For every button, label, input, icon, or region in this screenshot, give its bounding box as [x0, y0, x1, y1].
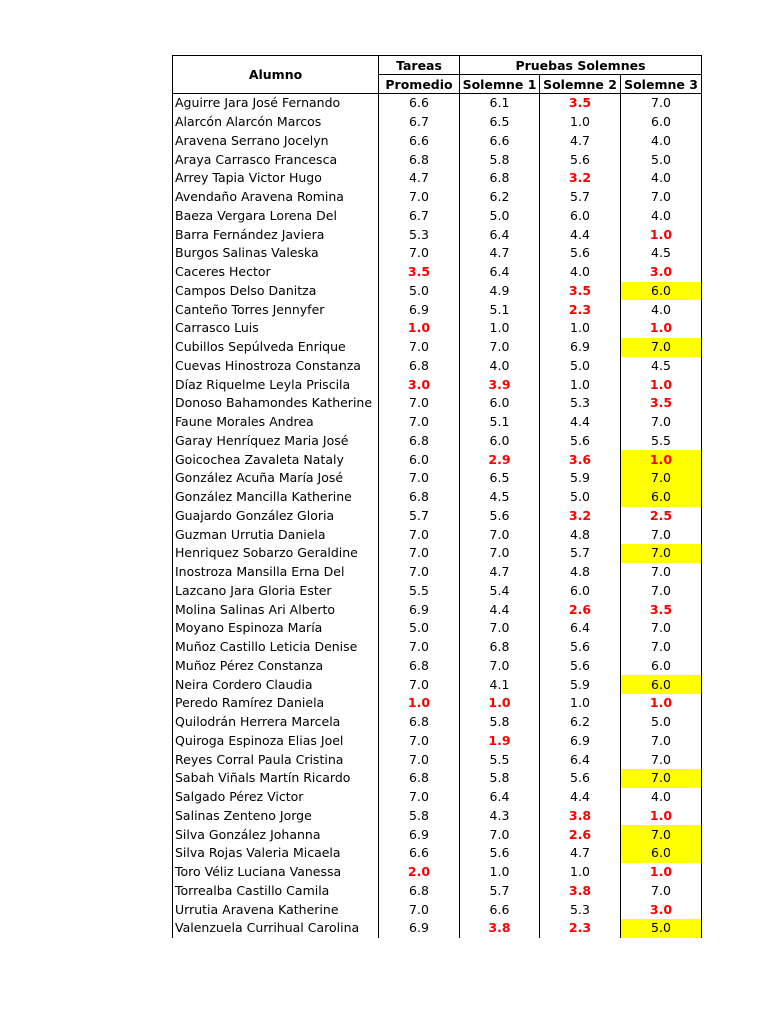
solemne-1-grade: 6.0 [460, 394, 540, 413]
table-body [173, 94, 702, 938]
solemne-2-grade: 4.7 [540, 844, 621, 863]
solemne-1-grade: 1.9 [460, 732, 540, 751]
solemne-2-grade: 3.5 [540, 282, 621, 301]
student-name: Quilodrán Herrera Marcela [173, 713, 379, 732]
table-row [173, 619, 702, 638]
table-row [173, 207, 702, 226]
student-name: Arrey Tapia Victor Hugo [173, 169, 379, 188]
tareas-promedio: 6.8 [379, 769, 460, 788]
table-row [173, 900, 702, 919]
solemne-3-grade: 6.0 [621, 113, 702, 132]
tareas-promedio: 7.0 [379, 750, 460, 769]
solemne-1-grade: 5.8 [460, 150, 540, 169]
solemne-2-grade: 5.6 [540, 657, 621, 676]
solemne-2-grade: 5.3 [540, 900, 621, 919]
tareas-promedio: 7.0 [379, 675, 460, 694]
tareas-promedio: 7.0 [379, 544, 460, 563]
student-name: Caceres Hector [173, 263, 379, 282]
tareas-promedio: 4.7 [379, 169, 460, 188]
table-row [173, 919, 702, 938]
solemne-1-grade: 7.0 [460, 338, 540, 357]
tareas-promedio: 7.0 [379, 788, 460, 807]
table-row [173, 582, 702, 601]
solemne-1-grade: 5.7 [460, 882, 540, 901]
student-name: Aravena Serrano Jocelyn [173, 132, 379, 151]
solemne-3-grade: 3.0 [621, 263, 702, 282]
solemne-2-grade: 5.6 [540, 769, 621, 788]
solemne-2-grade: 4.4 [540, 225, 621, 244]
table-header [173, 56, 702, 94]
solemne-3-grade: 4.0 [621, 132, 702, 151]
table-row [173, 844, 702, 863]
table-row [173, 807, 702, 826]
solemne-1-grade: 4.7 [460, 563, 540, 582]
table-row [173, 132, 702, 151]
tareas-promedio: 6.9 [379, 300, 460, 319]
tareas-promedio: 6.7 [379, 207, 460, 226]
solemne-1-grade: 5.8 [460, 713, 540, 732]
solemne-3-grade: 7.0 [621, 544, 702, 563]
solemne-1-grade: 7.0 [460, 619, 540, 638]
solemne-3-grade: 4.0 [621, 300, 702, 319]
solemne-1-grade: 5.5 [460, 750, 540, 769]
solemne-1-grade: 1.0 [460, 694, 540, 713]
tareas-promedio: 5.5 [379, 582, 460, 601]
solemne-3-grade: 5.0 [621, 150, 702, 169]
tareas-promedio: 7.0 [379, 413, 460, 432]
tareas-promedio: 6.8 [379, 357, 460, 376]
student-name: Molina Salinas Ari Alberto [173, 600, 379, 619]
student-name: Torrealba Castillo Camila [173, 882, 379, 901]
solemne-3-grade: 4.5 [621, 357, 702, 376]
solemne-2-grade: 3.8 [540, 882, 621, 901]
table-row [173, 694, 702, 713]
solemne-3-grade: 7.0 [621, 582, 702, 601]
solemne-2-grade: 2.6 [540, 825, 621, 844]
table-row [173, 300, 702, 319]
student-name: González Mancilla Katherine [173, 488, 379, 507]
solemne-3-grade: 7.0 [621, 94, 702, 113]
table-row [173, 525, 702, 544]
tareas-promedio: 6.9 [379, 825, 460, 844]
table-row [173, 882, 702, 901]
table-row [173, 94, 702, 113]
solemne-3-grade: 6.0 [621, 657, 702, 676]
solemne-3-grade: 7.0 [621, 413, 702, 432]
promedio-header: Promedio [379, 75, 460, 94]
student-name: Araya Carrasco Francesca [173, 150, 379, 169]
solemne-1-grade: 4.4 [460, 600, 540, 619]
solemne-1-header: Solemne 1 [460, 75, 540, 94]
solemne-2-grade: 4.4 [540, 413, 621, 432]
solemne-1-grade: 4.3 [460, 807, 540, 826]
solemne-2-grade: 5.6 [540, 244, 621, 263]
student-name: Quiroga Espinoza Elias Joel [173, 732, 379, 751]
student-name: Cubillos Sepúlveda Enrique [173, 338, 379, 357]
student-name: Avendaño Aravena Romina [173, 188, 379, 207]
tareas-promedio: 6.6 [379, 844, 460, 863]
solemne-1-grade: 6.5 [460, 113, 540, 132]
solemne-3-grade: 6.0 [621, 282, 702, 301]
solemne-2-grade: 5.0 [540, 488, 621, 507]
solemne-2-grade: 1.0 [540, 319, 621, 338]
tareas-promedio: 7.0 [379, 188, 460, 207]
student-name: Inostroza Mansilla Erna Del [173, 563, 379, 582]
tareas-promedio: 5.7 [379, 507, 460, 526]
student-name: Moyano Espinoza María [173, 619, 379, 638]
solemne-1-grade: 6.8 [460, 638, 540, 657]
student-name: Silva González Johanna [173, 825, 379, 844]
alumno-header: Alumno [173, 56, 379, 94]
table-row [173, 825, 702, 844]
table-row [173, 544, 702, 563]
solemne-2-grade: 6.9 [540, 732, 621, 751]
solemne-2-grade: 6.0 [540, 207, 621, 226]
solemne-2-grade: 1.0 [540, 863, 621, 882]
tareas-promedio: 5.8 [379, 807, 460, 826]
solemne-3-grade: 3.5 [621, 600, 702, 619]
table-row [173, 338, 702, 357]
solemne-3-grade: 4.0 [621, 169, 702, 188]
solemne-3-grade: 7.0 [621, 563, 702, 582]
solemne-3-grade: 7.0 [621, 732, 702, 751]
solemne-1-grade: 5.1 [460, 413, 540, 432]
solemne-1-grade: 6.1 [460, 94, 540, 113]
solemne-2-grade: 6.2 [540, 713, 621, 732]
student-name: Aguirre Jara José Fernando [173, 94, 379, 113]
solemne-1-grade: 7.0 [460, 525, 540, 544]
solemne-3-grade: 6.0 [621, 488, 702, 507]
solemne-2-grade: 4.4 [540, 788, 621, 807]
solemne-2-grade: 3.5 [540, 94, 621, 113]
tareas-promedio: 6.0 [379, 450, 460, 469]
table-row [173, 750, 702, 769]
tareas-promedio: 3.5 [379, 263, 460, 282]
solemne-3-grade: 5.5 [621, 432, 702, 451]
student-name: Muñoz Castillo Leticia Denise [173, 638, 379, 657]
solemne-2-grade: 6.4 [540, 619, 621, 638]
table-row [173, 432, 702, 451]
tareas-promedio: 7.0 [379, 900, 460, 919]
solemne-2-grade: 4.8 [540, 563, 621, 582]
table-row [173, 357, 702, 376]
solemne-1-grade: 5.8 [460, 769, 540, 788]
table-row [173, 769, 702, 788]
solemne-1-grade: 6.6 [460, 900, 540, 919]
solemne-3-grade: 3.5 [621, 394, 702, 413]
student-name: Cuevas Hinostroza Constanza [173, 357, 379, 376]
table-row [173, 507, 702, 526]
tareas-promedio: 6.6 [379, 94, 460, 113]
solemne-2-grade: 2.3 [540, 300, 621, 319]
table-row [173, 732, 702, 751]
solemne-3-header: Solemne 3 [621, 75, 702, 94]
tareas-promedio: 7.0 [379, 732, 460, 751]
student-name: Lazcano Jara Gloria Ester [173, 582, 379, 601]
solemne-3-grade: 7.0 [621, 750, 702, 769]
solemne-2-grade: 5.9 [540, 675, 621, 694]
solemne-1-grade: 5.0 [460, 207, 540, 226]
student-name: Alarcón Alarcón Marcos [173, 113, 379, 132]
solemne-3-grade: 7.0 [621, 188, 702, 207]
solemne-2-grade: 5.7 [540, 544, 621, 563]
table-row [173, 488, 702, 507]
solemne-3-grade: 7.0 [621, 469, 702, 488]
solemne-2-grade: 3.6 [540, 450, 621, 469]
solemne-1-grade: 3.8 [460, 919, 540, 938]
solemne-2-grade: 4.0 [540, 263, 621, 282]
solemne-1-grade: 4.5 [460, 488, 540, 507]
solemne-2-grade: 3.2 [540, 169, 621, 188]
table-row [173, 263, 702, 282]
solemne-3-grade: 7.0 [621, 638, 702, 657]
student-name: Donoso Bahamondes Katherine [173, 394, 379, 413]
tareas-promedio: 7.0 [379, 563, 460, 582]
solemne-3-grade: 1.0 [621, 450, 702, 469]
solemne-2-grade: 5.9 [540, 469, 621, 488]
solemne-2-grade: 6.4 [540, 750, 621, 769]
solemne-3-grade: 5.0 [621, 919, 702, 938]
header-row-top [173, 56, 702, 75]
student-name: Urrutia Aravena Katherine [173, 900, 379, 919]
tareas-promedio: 3.0 [379, 375, 460, 394]
solemne-3-grade: 1.0 [621, 375, 702, 394]
student-name: Silva Rojas Valeria Micaela [173, 844, 379, 863]
solemne-2-grade: 2.3 [540, 919, 621, 938]
solemne-3-grade: 1.0 [621, 319, 702, 338]
solemne-1-grade: 1.0 [460, 863, 540, 882]
solemne-1-grade: 7.0 [460, 657, 540, 676]
solemne-1-grade: 6.0 [460, 432, 540, 451]
table-row [173, 113, 702, 132]
student-name: Garay Henríquez Maria José [173, 432, 379, 451]
student-name: González Acuña María José [173, 469, 379, 488]
table-row [173, 788, 702, 807]
table-row [173, 319, 702, 338]
solemne-2-header: Solemne 2 [540, 75, 621, 94]
table-row [173, 169, 702, 188]
table-row [173, 244, 702, 263]
student-name: Peredo Ramírez Daniela [173, 694, 379, 713]
solemne-1-grade: 4.1 [460, 675, 540, 694]
solemne-2-grade: 6.0 [540, 582, 621, 601]
student-name: Díaz Riquelme Leyla Priscila [173, 375, 379, 394]
tareas-promedio: 7.0 [379, 244, 460, 263]
solemne-3-grade: 4.0 [621, 207, 702, 226]
solemne-1-grade: 3.9 [460, 375, 540, 394]
tareas-promedio: 7.0 [379, 469, 460, 488]
tareas-promedio: 6.7 [379, 113, 460, 132]
solemne-2-grade: 5.3 [540, 394, 621, 413]
table-row [173, 413, 702, 432]
tareas-promedio: 6.8 [379, 882, 460, 901]
student-name: Guajardo González Gloria [173, 507, 379, 526]
student-name: Barra Fernández Javiera [173, 225, 379, 244]
tareas-promedio: 2.0 [379, 863, 460, 882]
solemne-2-grade: 6.9 [540, 338, 621, 357]
solemne-3-grade: 2.5 [621, 507, 702, 526]
tareas-promedio: 6.8 [379, 432, 460, 451]
solemne-3-grade: 7.0 [621, 525, 702, 544]
solemne-3-grade: 1.0 [621, 694, 702, 713]
solemne-2-grade: 3.2 [540, 507, 621, 526]
student-name: Sabah Viñals Martín Ricardo [173, 769, 379, 788]
student-name: Faune Morales Andrea [173, 413, 379, 432]
solemne-1-grade: 6.4 [460, 225, 540, 244]
solemne-2-grade: 4.7 [540, 132, 621, 151]
table-row [173, 150, 702, 169]
tareas-promedio: 6.8 [379, 150, 460, 169]
table-row [173, 600, 702, 619]
tareas-promedio: 6.9 [379, 919, 460, 938]
solemne-2-grade: 1.0 [540, 375, 621, 394]
solemne-3-grade: 5.0 [621, 713, 702, 732]
solemne-2-grade: 5.6 [540, 638, 621, 657]
solemne-3-grade: 6.0 [621, 844, 702, 863]
student-name: Salinas Zenteno Jorge [173, 807, 379, 826]
solemne-3-grade: 1.0 [621, 225, 702, 244]
tareas-promedio: 5.0 [379, 619, 460, 638]
solemne-2-grade: 2.6 [540, 600, 621, 619]
solemne-2-grade: 3.8 [540, 807, 621, 826]
solemne-2-grade: 1.0 [540, 694, 621, 713]
tareas-promedio: 5.3 [379, 225, 460, 244]
solemne-3-grade: 3.0 [621, 900, 702, 919]
solemne-2-grade: 4.8 [540, 525, 621, 544]
table-row [173, 657, 702, 676]
tareas-header: Tareas [379, 56, 460, 75]
solemne-1-grade: 5.6 [460, 507, 540, 526]
solemne-1-grade: 4.9 [460, 282, 540, 301]
solemne-2-grade: 5.7 [540, 188, 621, 207]
solemne-3-grade: 7.0 [621, 882, 702, 901]
solemne-3-grade: 1.0 [621, 863, 702, 882]
table-row [173, 375, 702, 394]
solemne-3-grade: 7.0 [621, 825, 702, 844]
solemne-2-grade: 5.6 [540, 150, 621, 169]
student-name: Toro Véliz Luciana Vanessa [173, 863, 379, 882]
student-name: Campos Delso Danitza [173, 282, 379, 301]
solemne-2-grade: 1.0 [540, 113, 621, 132]
solemne-3-grade: 1.0 [621, 807, 702, 826]
solemne-3-grade: 4.5 [621, 244, 702, 263]
solemne-2-grade: 5.0 [540, 357, 621, 376]
student-name: Henriquez Sobarzo Geraldine [173, 544, 379, 563]
tareas-promedio: 7.0 [379, 525, 460, 544]
tareas-promedio: 7.0 [379, 638, 460, 657]
solemne-2-grade: 5.6 [540, 432, 621, 451]
solemne-1-grade: 5.6 [460, 844, 540, 863]
tareas-promedio: 1.0 [379, 319, 460, 338]
table-row [173, 469, 702, 488]
student-name: Valenzuela Currihual Carolina [173, 919, 379, 938]
tareas-promedio: 1.0 [379, 694, 460, 713]
solemne-1-grade: 6.6 [460, 132, 540, 151]
tareas-promedio: 7.0 [379, 338, 460, 357]
solemne-1-grade: 6.4 [460, 788, 540, 807]
student-name: Burgos Salinas Valeska [173, 244, 379, 263]
solemne-1-grade: 7.0 [460, 544, 540, 563]
table-row [173, 638, 702, 657]
student-name: Salgado Pérez Victor [173, 788, 379, 807]
solemne-1-grade: 6.8 [460, 169, 540, 188]
pruebas-solemnes-header: Pruebas Solemnes [460, 56, 702, 75]
student-name: Neira Cordero Claudia [173, 675, 379, 694]
student-name: Canteño Torres Jennyfer [173, 300, 379, 319]
solemne-1-grade: 5.4 [460, 582, 540, 601]
solemne-3-grade: 7.0 [621, 619, 702, 638]
table-row [173, 863, 702, 882]
solemne-1-grade: 4.7 [460, 244, 540, 263]
tareas-promedio: 6.8 [379, 713, 460, 732]
table-row [173, 675, 702, 694]
tareas-promedio: 6.9 [379, 600, 460, 619]
solemne-3-grade: 6.0 [621, 675, 702, 694]
table-row [173, 394, 702, 413]
table-row [173, 713, 702, 732]
table-row [173, 450, 702, 469]
solemne-3-grade: 4.0 [621, 788, 702, 807]
table-row [173, 282, 702, 301]
solemne-1-grade: 6.2 [460, 188, 540, 207]
solemne-1-grade: 2.9 [460, 450, 540, 469]
student-name: Baeza Vergara Lorena Del [173, 207, 379, 226]
table-row [173, 225, 702, 244]
solemne-3-grade: 7.0 [621, 769, 702, 788]
tareas-promedio: 6.8 [379, 657, 460, 676]
grades-table [172, 55, 702, 938]
solemne-1-grade: 5.1 [460, 300, 540, 319]
solemne-3-grade: 7.0 [621, 338, 702, 357]
table-row [173, 188, 702, 207]
tareas-promedio: 5.0 [379, 282, 460, 301]
tareas-promedio: 7.0 [379, 394, 460, 413]
tareas-promedio: 6.6 [379, 132, 460, 151]
solemne-1-grade: 4.0 [460, 357, 540, 376]
student-name: Guzman Urrutia Daniela [173, 525, 379, 544]
student-name: Muñoz Pérez Constanza [173, 657, 379, 676]
table-row [173, 563, 702, 582]
student-name: Reyes Corral Paula Cristina [173, 750, 379, 769]
solemne-1-grade: 6.4 [460, 263, 540, 282]
student-name: Carrasco Luis [173, 319, 379, 338]
solemne-1-grade: 6.5 [460, 469, 540, 488]
student-name: Goicochea Zavaleta Nataly [173, 450, 379, 469]
solemne-1-grade: 1.0 [460, 319, 540, 338]
tareas-promedio: 6.8 [379, 488, 460, 507]
solemne-1-grade: 7.0 [460, 825, 540, 844]
